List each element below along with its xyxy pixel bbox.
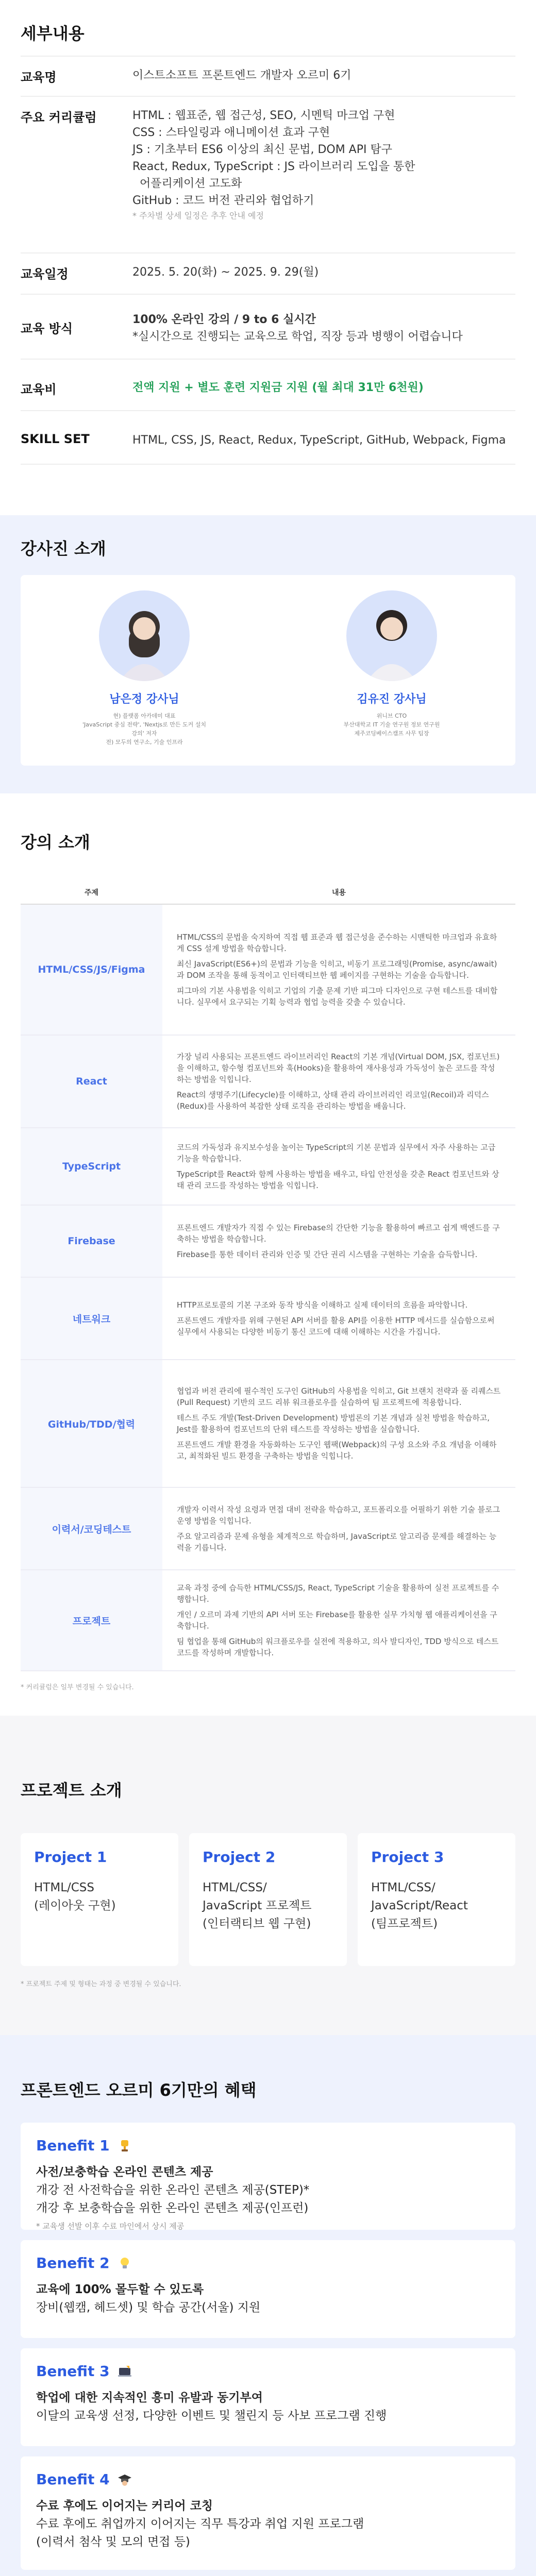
bio-line: 부산대학교 IT 기술 연구원 정보 연구원 — [343, 721, 440, 728]
instructor-name: 김유진 강사님 — [357, 693, 427, 706]
row-content — [162, 1036, 515, 1127]
table-row — [21, 1206, 515, 1278]
row-subject: 이력서/코딩테스트 — [21, 1488, 162, 1569]
project-line: HTML/CSS/ — [203, 1881, 267, 1894]
table-row — [21, 1360, 515, 1488]
project-card-2 — [189, 1833, 347, 1966]
projects-note: * 프로젝트 주제 및 형태는 과정 중 변경될 수 있습니다. — [21, 1980, 181, 1988]
detail-row-course — [21, 67, 515, 85]
lecture-title: 강의 소개 — [21, 833, 90, 852]
benefit-name: Benefit 1 — [36, 2137, 110, 2154]
benefit-line: 수료 후에도 취업까지 이어지는 직무 특강과 취업 지원 프로그램 — [36, 2517, 364, 2531]
row-para: React의 생명주기(Lifecycle)를 이해하고, 상태 관리 라이브러리인 리코일(Recoil)과 리덕스(Redux)를 사용하여 복잡한 상태 로직을 관리하는 방법을 배웁니다. — [177, 1090, 489, 1111]
lecture-table-header — [21, 881, 515, 905]
avatar — [346, 590, 437, 681]
benefit-head: 수료 후에도 이어지는 커리어 코칭 — [36, 2499, 213, 2513]
detail-value: 전액 지원 + 별도 훈련 지원금 지원 (월 최대 31만 6천원) — [132, 381, 424, 394]
benefit-head: 학업에 대한 지속적인 흥미 유발과 동기부여 — [36, 2391, 263, 2404]
bio-line: 위니브 CTO — [376, 713, 407, 719]
row-para: 코드의 가독성과 유지보수성을 높이는 TypeScript의 기본 문법과 실무에서 자주 사용하는 고급 기능을 학습합니다. — [177, 1143, 496, 1163]
row-para: 프론트엔드 개발자를 위해 구현된 API 서버를 활용 API를 이용한 HTTP 메서드를 실습함으로써 실무에서 사용되는 다양한 비동기 통신 코드에 대해 이해하는 시간을 가집니다. — [177, 1316, 495, 1336]
benefit-name: Benefit 4 — [36, 2471, 110, 2488]
benefit-card-1 — [21, 2123, 515, 2230]
detail-label: 교육일정 — [21, 267, 69, 281]
detail-row-fee — [21, 379, 515, 397]
lightbulb-icon — [117, 2256, 132, 2271]
table-row — [21, 1488, 515, 1570]
row-subject: Firebase — [21, 1206, 162, 1277]
method-note: *실시간으로 진행되는 교육으로 학업, 직장 등과 병행이 어렵습니다 — [132, 330, 463, 343]
divider — [21, 96, 515, 97]
divider — [21, 359, 515, 360]
row-para: 협업과 버전 관리에 필수적인 도구인 GitHub의 사용법을 익히고, Git 브랜치 전략과 풀 리퀘스트(Pull Request) 기반의 코드 리뷰 워크플로우를 실습하여 팀 프로젝트에 적용합니다. — [177, 1386, 501, 1407]
row-subject: 프로젝트 — [21, 1570, 162, 1670]
curriculum-note: * 주차별 상세 일정은 추후 안내 예정 — [132, 211, 264, 221]
rocket-laptop-icon — [117, 2364, 132, 2379]
benefit-line: 장비(웹캠, 헤드셋) 및 학습 공간(서울) 지원 — [36, 2301, 261, 2314]
divider — [21, 410, 515, 411]
benefit-line: 이달의 교육생 선정, 다양한 이벤트 및 챌린지 등 사보 프로그램 진행 — [36, 2409, 387, 2422]
detail-value — [132, 107, 415, 223]
instructors-title: 강사진 소개 — [21, 539, 106, 558]
row-subject: 네트워크 — [21, 1278, 162, 1359]
benefit-card-3 — [21, 2348, 515, 2446]
detail-label: SKILL SET — [21, 432, 90, 446]
detail-label: 주요 커리큘럼 — [21, 110, 97, 125]
project-line: JavaScript/React — [371, 1899, 468, 1912]
row-para: 프론트엔드 개발 환경을 자동화하는 도구인 웹팩(Webpack)의 구성 요소와 주요 개념을 이해하고, 최적화된 빌드 환경을 구축하는 방법을 익힙니다. — [177, 1440, 497, 1461]
benefit-card-4 — [21, 2456, 515, 2570]
row-subject: GitHub/TDD/협력 — [21, 1360, 162, 1487]
detail-value: 2025. 5. 20(화) ~ 2025. 9. 29(월) — [132, 266, 319, 279]
row-para: 팀 협업을 통해 GitHub의 워크플로우를 실전에 적용하고, 의사 발디자인, TDD 방식으로 테스트 코드를 작성하며 개발합니다. — [177, 1637, 499, 1657]
detail-row-method — [21, 311, 515, 345]
row-para: 주요 알고리즘과 문제 유형을 체계적으로 학습하며, JavaScript로 알고리즘 문제를 해결하는 능력을 기릅니다. — [177, 1532, 497, 1552]
detail-row-schedule — [21, 264, 515, 282]
instructor-bio — [82, 711, 206, 747]
project-name: Project 2 — [203, 1849, 276, 1866]
benefit-line: 개강 전 사전학습을 위한 온라인 콘텐츠 제공(STEP)* — [36, 2183, 310, 2197]
row-subject: TypeScript — [21, 1128, 162, 1205]
divider — [21, 294, 515, 295]
instructor-card — [21, 575, 515, 766]
row-content — [162, 1488, 515, 1569]
project-line: (팀프로젝트) — [371, 1917, 438, 1930]
instructor-1 — [82, 590, 206, 747]
row-para: 가장 널리 사용되는 프론트엔드 라이브러리인 React의 기본 개념(Virtual DOM, JSX, 컴포넌트)을 이해하고, 함수형 컴포넌트와 훅(Hooks)을 활용하여 재사용성과 가독성이 높은 코드를 작성하는 방법을 익힙니다. — [177, 1052, 500, 1084]
instructors-section — [0, 515, 536, 793]
benefit-name: Benefit 3 — [36, 2363, 110, 2380]
lecture-section — [0, 793, 536, 1716]
detail-row-curriculum — [21, 107, 515, 223]
row-para: TypeScript를 React와 함께 사용하는 방법을 배우고, 타입 안전성을 갖춘 React 컴포넌트와 상태 관리 코드를 작성하는 방법을 익힙니다. — [177, 1170, 499, 1190]
row-content — [162, 1570, 515, 1670]
project-line: (레이아웃 구현) — [34, 1899, 116, 1912]
detail-label: 교육명 — [21, 70, 57, 84]
detail-value — [132, 311, 463, 345]
row-para: 개인 / 오르미 과제 기반의 API 서버 또는 Firebase를 활용한 실무 가치형 웹 애플리케이션을 구축합니다. — [177, 1610, 497, 1631]
benefits-title: 프론트엔드 오르미 6기만의 혜택 — [21, 2080, 257, 2100]
project-line: (인터랙티브 웹 구현) — [203, 1917, 311, 1930]
row-subject: HTML/CSS/JS/Figma — [21, 905, 162, 1035]
project-name: Project 3 — [371, 1849, 444, 1866]
curriculum-line: CSS : 스타일링과 애니메이션 효과 구현 — [132, 126, 330, 139]
row-content — [162, 1128, 515, 1205]
benefit-head: 사전/보충학습 온라인 콘텐츠 제공 — [36, 2165, 213, 2179]
benefits-section — [0, 2035, 536, 2576]
row-content — [162, 905, 515, 1035]
project-line: HTML/CSS/ — [371, 1881, 435, 1894]
detail-label: 교육 방식 — [21, 321, 73, 336]
project-line: HTML/CSS — [34, 1881, 95, 1894]
row-para: 테스트 주도 개발(Test-Driven Development) 방법론의 기본 개념과 실천 방법을 학습하고, Jest를 활용하여 컴포넌트의 단위 테스트를 작성하는 방법을 실습합니다. — [177, 1413, 490, 1434]
row-para: 교육 과정 중에 습득한 HTML/CSS/JS, React, TypeScript 기술을 활용하여 실전 프로젝트를 수행합니다. — [177, 1583, 499, 1604]
benefit-head: 교육에 100% 몰두할 수 있도록 — [36, 2283, 204, 2296]
row-content — [162, 1206, 515, 1277]
curriculum-line: JS : 기초부터 ES6 이상의 최신 문법, DOM API 탐구 — [132, 143, 392, 156]
graduation-icon — [117, 2472, 132, 2487]
divider — [21, 252, 515, 253]
instructor-bio — [330, 711, 454, 738]
benefit-line: 개강 후 보충학습을 위한 온라인 콘텐츠 제공(인프런) — [36, 2201, 309, 2215]
detail-value: 이스트소프트 프론트엔드 개발자 오르미 6기 — [132, 69, 351, 82]
avatar — [99, 590, 190, 681]
projects-grid — [21, 1833, 515, 1966]
row-subject: React — [21, 1036, 162, 1127]
benefit-name: Benefit 2 — [36, 2255, 110, 2272]
instructor-2 — [330, 590, 454, 738]
curriculum-line: 어플리케이션 고도화 — [132, 177, 242, 190]
curriculum-line: GitHub : 코드 버전 관리와 협업하기 — [132, 194, 314, 207]
table-row — [21, 1570, 515, 1671]
row-para: 피그마의 기본 사용법을 익히고 기업의 기출 문제 기반 피그마 디자인으로 구현 테스트를 대비합니다. 실무에서 요구되는 기획 능력과 협업 능력을 갖출 수 있습니다. — [177, 986, 498, 1007]
header-subject: 주제 — [84, 889, 99, 897]
row-para: Firebase를 통한 데이터 관리와 인증 및 간단 권리 시스템을 구현하는 기술을 습득합니다. — [177, 1250, 478, 1259]
bio-line: 현) 플랫폼 아카데미 대표 — [113, 713, 176, 719]
bio-line: 전) 모두의 연구소, 기술 인프라 — [106, 739, 183, 745]
bio-line: 'JavaScript 중심 전략', 'Nextjs로 만든 도커 설치 강의' 저자 — [82, 721, 206, 737]
detail-value: HTML, CSS, JS, React, Redux, TypeScript, GitHub, Webpack, Figma — [132, 434, 506, 447]
table-row — [21, 1036, 515, 1128]
divider — [21, 464, 515, 465]
row-para: HTTP프로토콜의 기본 구조와 동작 방식을 이해하고 실제 데이터의 흐름을 파악합니다. — [177, 1300, 468, 1310]
project-card-1 — [21, 1833, 178, 1966]
details-title: 세부내용 — [21, 24, 85, 43]
benefit-card-2 — [21, 2240, 515, 2338]
row-para: 프론트엔드 개발자가 직접 수 있는 Firebase의 간단한 기능을 활용하여 빠르고 쉽게 백엔드를 구축하는 방법을 학습합니다. — [177, 1223, 500, 1244]
detail-label: 교육비 — [21, 382, 57, 397]
table-row — [21, 1128, 515, 1206]
divider — [21, 56, 515, 57]
row-para: 최신 JavaScript(ES6+)의 문법과 기능을 익히고, 비동기 프로그래밍(Promise, async/await)과 DOM 조작을 통해 동적이고 인터랙티브한 웹 페이지를 구현하는 기술을 습득합니다. — [177, 959, 497, 980]
bio-line: 제주코딩베이스캠프 사무 팀장 — [354, 730, 429, 737]
projects-title: 프로젝트 소개 — [21, 1781, 122, 1800]
benefit-note: * 교육생 선발 이후 수료 마인에서 상시 제공 — [36, 2222, 185, 2231]
lecture-note: * 커리큘럼은 일부 변경될 수 있습니다. — [21, 1684, 134, 1691]
project-line: JavaScript 프로젝트 — [203, 1899, 312, 1912]
table-row — [21, 905, 515, 1036]
row-content — [162, 1278, 515, 1359]
projects-section — [0, 1716, 536, 2035]
trophy-icon — [117, 2138, 132, 2154]
detail-row-skillset — [21, 432, 515, 449]
header-content: 내용 — [331, 889, 346, 897]
details-section — [0, 0, 536, 515]
project-name: Project 1 — [34, 1849, 107, 1866]
curriculum-line: HTML : 웹표준, 웹 접근성, SEO, 시멘틱 마크업 구현 — [132, 109, 395, 122]
benefit-line: (이력서 첨삭 및 모의 면접 등) — [36, 2535, 190, 2549]
curriculum-line: React, Redux, TypeScript : JS 라이브러리 도입을 통한 — [132, 160, 415, 173]
instructor-name: 남은정 강사님 — [109, 693, 179, 706]
row-para: HTML/CSS의 문법을 숙지하여 직접 웹 표준과 웹 접근성을 준수하는 시맨틱한 마크업과 유효하게 CSS 설계 방법을 학습합니다. — [177, 933, 497, 953]
row-content — [162, 1360, 515, 1487]
project-card-3 — [358, 1833, 515, 1966]
row-para: 개발자 이력서 작성 요령과 면접 대비 전략을 학습하고, 포트폴리오를 어필하기 위한 기술 블로그 운영 방법을 익힙니다. — [177, 1505, 500, 1526]
method-line: 100% 온라인 강의 / 9 to 6 실시간 — [132, 313, 316, 326]
table-row — [21, 1278, 515, 1360]
